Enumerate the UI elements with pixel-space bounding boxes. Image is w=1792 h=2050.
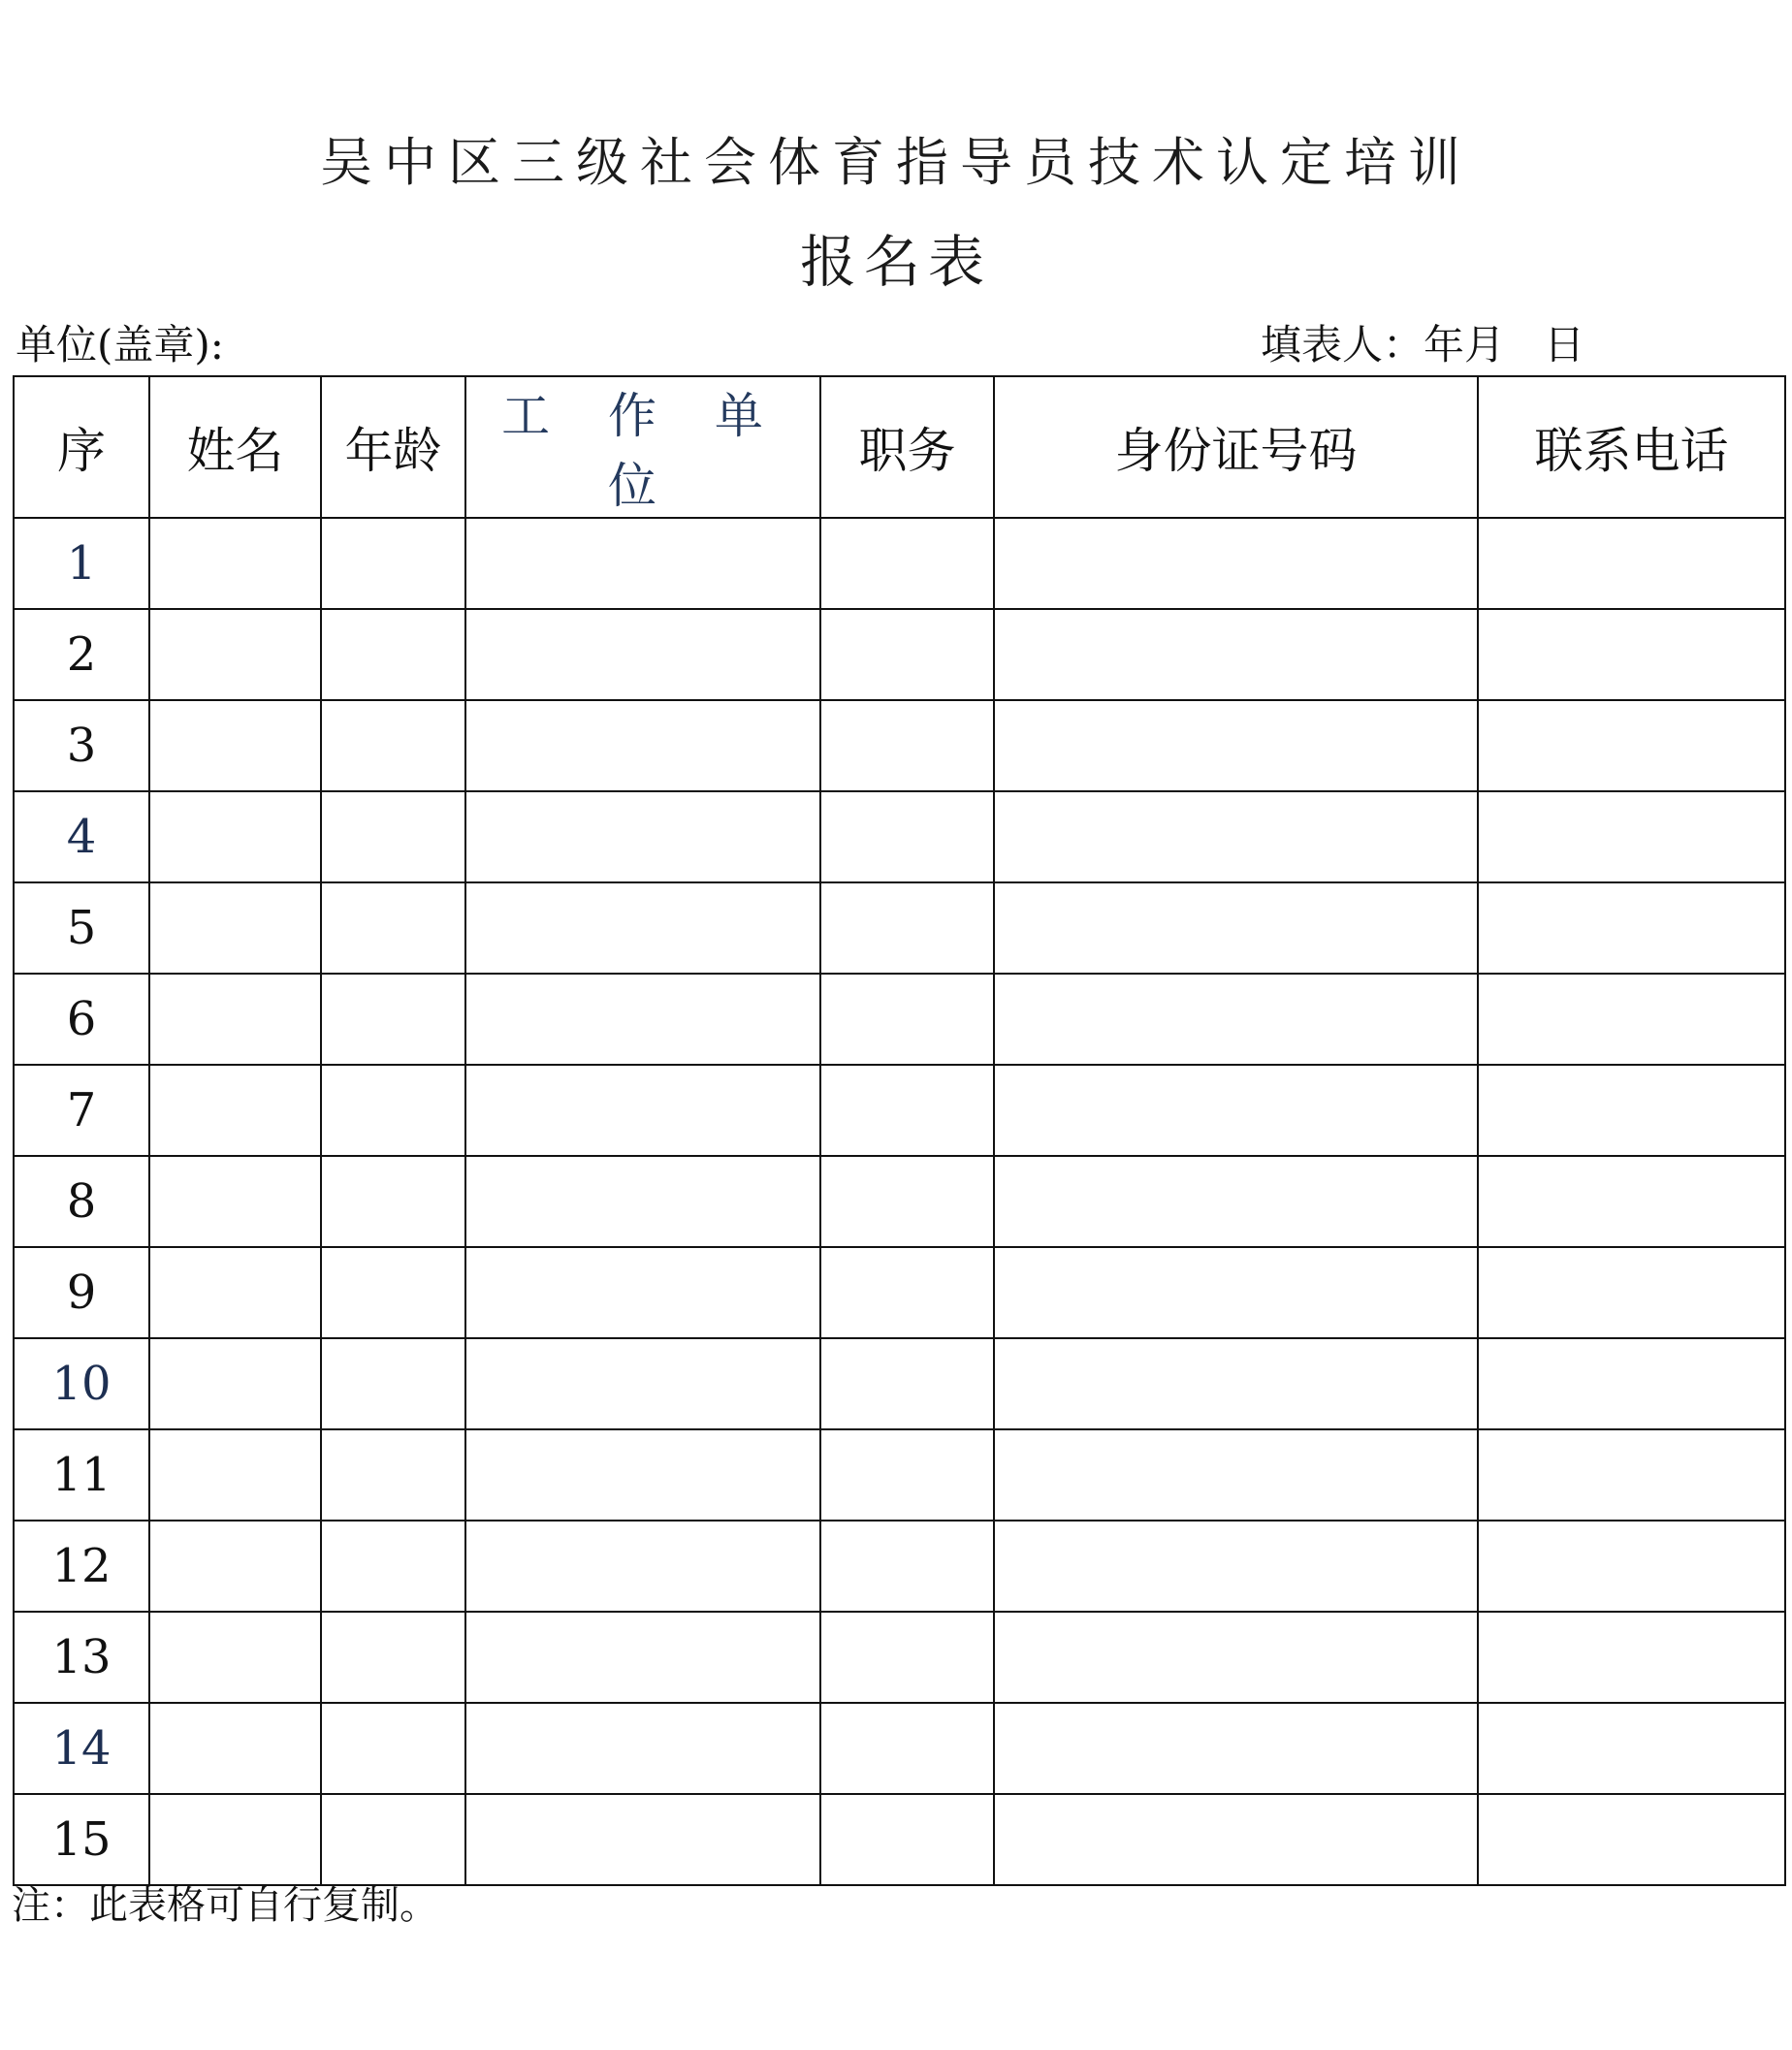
- registration-table: [13, 375, 1786, 1886]
- cell-phone[interactable]: [1478, 609, 1785, 700]
- cell-workplace[interactable]: [465, 882, 820, 974]
- cell-name[interactable]: [149, 1247, 321, 1338]
- cell-age[interactable]: [321, 700, 465, 791]
- table-row: [14, 1338, 1785, 1429]
- header-id-number: 身份证号码: [994, 376, 1478, 518]
- cell-workplace[interactable]: [465, 1521, 820, 1612]
- table-row: [14, 518, 1785, 609]
- cell-id-number[interactable]: [994, 791, 1478, 882]
- cell-workplace[interactable]: [465, 1703, 820, 1794]
- row-seq: 11: [14, 1429, 149, 1521]
- cell-position[interactable]: [820, 1247, 994, 1338]
- cell-position[interactable]: [820, 518, 994, 609]
- cell-age[interactable]: [321, 609, 465, 700]
- cell-name[interactable]: [149, 1156, 321, 1247]
- row-seq: 1: [14, 518, 149, 609]
- header-name: 姓名: [149, 376, 321, 518]
- cell-name[interactable]: [149, 1429, 321, 1521]
- table-row: [14, 1065, 1785, 1156]
- cell-workplace[interactable]: [465, 1338, 820, 1429]
- cell-id-number[interactable]: [994, 1156, 1478, 1247]
- cell-name[interactable]: [149, 700, 321, 791]
- table-row: [14, 700, 1785, 791]
- cell-name[interactable]: [149, 1521, 321, 1612]
- cell-age[interactable]: [321, 1156, 465, 1247]
- cell-id-number[interactable]: [994, 700, 1478, 791]
- row-seq: 7: [14, 1065, 149, 1156]
- cell-id-number[interactable]: [994, 1065, 1478, 1156]
- table-row: [14, 1794, 1785, 1885]
- cell-phone[interactable]: [1478, 791, 1785, 882]
- day-label: 日: [1544, 321, 1585, 368]
- header-workplace: 工 作 单 位: [465, 376, 820, 518]
- cell-age[interactable]: [321, 1612, 465, 1703]
- cell-id-number[interactable]: [994, 1612, 1478, 1703]
- row-seq: 12: [14, 1521, 149, 1612]
- cell-name[interactable]: [149, 882, 321, 974]
- cell-id-number[interactable]: [994, 609, 1478, 700]
- row-seq: 4: [14, 791, 149, 882]
- footer-note: 注：此表格可自行复制。: [12, 1883, 438, 1928]
- cell-id-number[interactable]: [994, 1338, 1478, 1429]
- cell-workplace[interactable]: [465, 1247, 820, 1338]
- filler-date-line: [1261, 318, 1584, 372]
- cell-workplace[interactable]: [465, 518, 820, 609]
- table-row: [14, 791, 1785, 882]
- cell-workplace[interactable]: [465, 1612, 820, 1703]
- table-row: [14, 1612, 1785, 1703]
- cell-position[interactable]: [820, 1703, 994, 1794]
- header-row: [14, 376, 1785, 518]
- table-row: [14, 609, 1785, 700]
- table-row: [14, 1429, 1785, 1521]
- cell-position[interactable]: [820, 1065, 994, 1156]
- cell-id-number[interactable]: [994, 518, 1478, 609]
- cell-age[interactable]: [321, 1429, 465, 1521]
- cell-age[interactable]: [321, 791, 465, 882]
- row-seq: 6: [14, 974, 149, 1065]
- cell-phone[interactable]: [1478, 974, 1785, 1065]
- cell-age[interactable]: [321, 1247, 465, 1338]
- cell-position[interactable]: [820, 700, 994, 791]
- cell-workplace[interactable]: [465, 1156, 820, 1247]
- header-age: 年龄: [321, 376, 465, 518]
- cell-phone[interactable]: [1478, 1794, 1785, 1885]
- cell-workplace[interactable]: [465, 974, 820, 1065]
- cell-age[interactable]: [321, 518, 465, 609]
- row-seq: 2: [14, 609, 149, 700]
- cell-position[interactable]: [820, 1794, 994, 1885]
- cell-age[interactable]: [321, 974, 465, 1065]
- cell-phone[interactable]: [1478, 1429, 1785, 1521]
- year-label: 年: [1424, 321, 1465, 368]
- cell-id-number[interactable]: [994, 1429, 1478, 1521]
- row-seq: 9: [14, 1247, 149, 1338]
- cell-name[interactable]: [149, 1794, 321, 1885]
- cell-age[interactable]: [321, 882, 465, 974]
- cell-name[interactable]: [149, 974, 321, 1065]
- table-row: [14, 882, 1785, 974]
- cell-position[interactable]: [820, 1429, 994, 1521]
- cell-position[interactable]: [820, 1338, 994, 1429]
- cell-phone[interactable]: [1478, 1065, 1785, 1156]
- cell-workplace[interactable]: [465, 1794, 820, 1885]
- document-title: 吴中区三级社会体育指导员技术认定培训: [320, 132, 1472, 193]
- month-label: 月: [1464, 321, 1506, 368]
- cell-name[interactable]: [149, 1065, 321, 1156]
- cell-age[interactable]: [321, 1794, 465, 1885]
- table-row: [14, 1247, 1785, 1338]
- cell-phone[interactable]: [1478, 1612, 1785, 1703]
- table-row: [14, 1703, 1785, 1794]
- cell-id-number[interactable]: [994, 1247, 1478, 1338]
- cell-name[interactable]: [149, 1612, 321, 1703]
- row-seq: 14: [14, 1703, 149, 1794]
- row-seq: 3: [14, 700, 149, 791]
- cell-workplace[interactable]: [465, 609, 820, 700]
- cell-position[interactable]: [820, 609, 994, 700]
- cell-id-number[interactable]: [994, 974, 1478, 1065]
- cell-phone[interactable]: [1478, 1521, 1785, 1612]
- cell-phone[interactable]: [1478, 1156, 1785, 1247]
- cell-workplace[interactable]: [465, 791, 820, 882]
- cell-age[interactable]: [321, 1521, 465, 1612]
- row-seq: 15: [14, 1794, 149, 1885]
- cell-position[interactable]: [820, 882, 994, 974]
- header-phone: 联系电话: [1478, 376, 1785, 518]
- cell-name[interactable]: [149, 1338, 321, 1429]
- cell-id-number[interactable]: [994, 1521, 1478, 1612]
- row-seq: 5: [14, 882, 149, 974]
- cell-position[interactable]: [820, 791, 994, 882]
- cell-age[interactable]: [321, 1065, 465, 1156]
- cell-name[interactable]: [149, 791, 321, 882]
- table-row: [14, 1156, 1785, 1247]
- document-subtitle: 报名表: [799, 229, 992, 295]
- cell-id-number[interactable]: [994, 882, 1478, 974]
- table-row: [14, 974, 1785, 1065]
- row-seq: 13: [14, 1612, 149, 1703]
- row-seq: 8: [14, 1156, 149, 1247]
- cell-phone[interactable]: [1478, 700, 1785, 791]
- cell-workplace[interactable]: [465, 1065, 820, 1156]
- header-position: 职务: [820, 376, 994, 518]
- cell-age[interactable]: [321, 1338, 465, 1429]
- cell-id-number[interactable]: [994, 1703, 1478, 1794]
- cell-phone[interactable]: [1478, 1703, 1785, 1794]
- cell-id-number[interactable]: [994, 1794, 1478, 1885]
- header-seq: 序: [14, 376, 149, 518]
- unit-seal-label: 单位(盖章):: [16, 321, 224, 368]
- cell-workplace[interactable]: [465, 1429, 820, 1521]
- row-seq: 10: [14, 1338, 149, 1429]
- cell-name[interactable]: [149, 518, 321, 609]
- cell-position[interactable]: [820, 1612, 994, 1703]
- table-row: [14, 1521, 1785, 1612]
- cell-age[interactable]: [321, 1703, 465, 1794]
- cell-name[interactable]: [149, 609, 321, 700]
- cell-phone[interactable]: [1478, 518, 1785, 609]
- cell-name[interactable]: [149, 1703, 321, 1794]
- filler-label: 填表人：: [1261, 321, 1424, 368]
- cell-workplace[interactable]: [465, 700, 820, 791]
- table-body: [14, 518, 1785, 1885]
- cell-phone[interactable]: [1478, 1247, 1785, 1338]
- cell-phone[interactable]: [1478, 882, 1785, 974]
- cell-position[interactable]: [820, 1521, 994, 1612]
- cell-position[interactable]: [820, 1156, 994, 1247]
- cell-phone[interactable]: [1478, 1338, 1785, 1429]
- cell-position[interactable]: [820, 974, 994, 1065]
